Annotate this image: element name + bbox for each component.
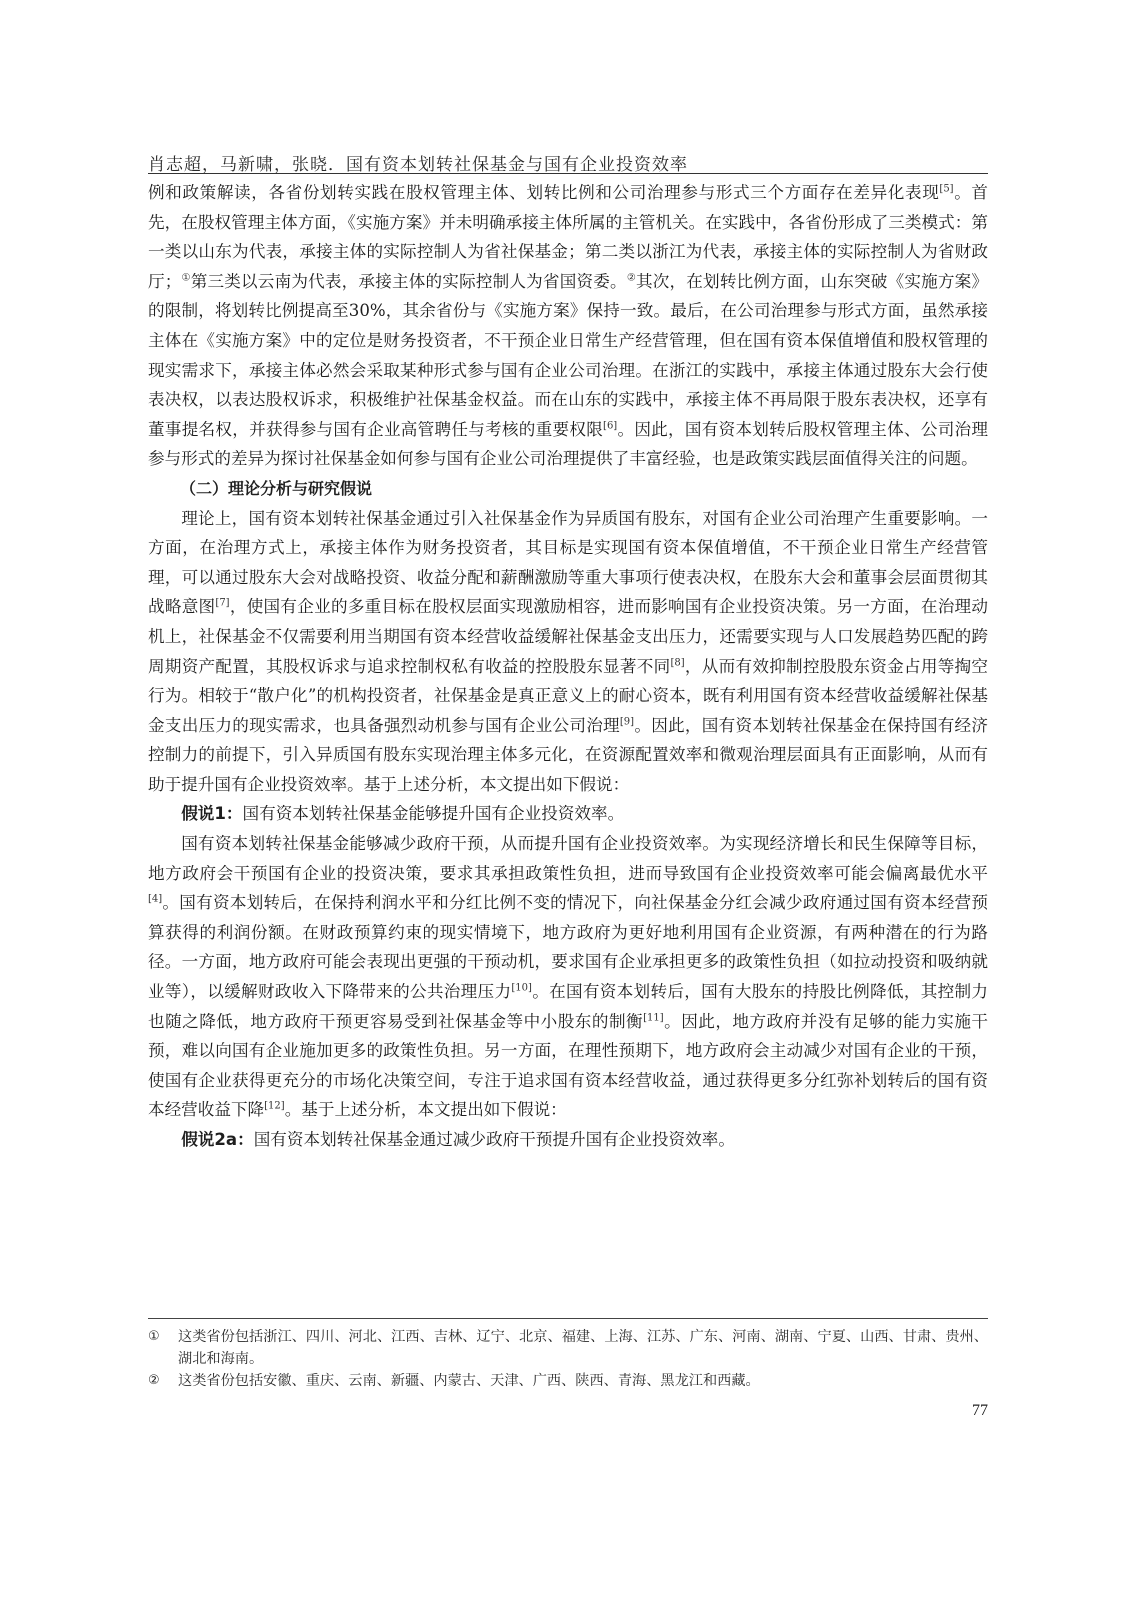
footnote-1-mark: ① — [148, 1329, 160, 1344]
p3-text-c: 。在国有资本划转后，国有大股东的持股比例降低，其控制力也随之降低，地方政府干预更容易受到社保基金等中小股东的制衡 — [148, 982, 989, 1031]
citation-8: [8] — [670, 656, 685, 668]
p3-text-a: 国有资本划转社保基金能够减少政府干预，从而提升国有企业投资效率。为实现经济增长和民生保障等目标，地方政府会干预国有企业的投资决策，要求其承担政策性负担，进而导致国有企业投资效率可能会偏离最优水平 — [148, 834, 988, 883]
footnote-rule — [148, 1318, 988, 1319]
footnote-ref-1: ① — [181, 272, 191, 284]
footnote-ref-2: ② — [626, 272, 636, 284]
hypothesis-1-label: 假说1： — [181, 804, 243, 824]
citation-12: [12] — [264, 1100, 285, 1112]
section-heading: （二）理论分析与研究假说 — [180, 478, 373, 498]
hypothesis-2a-text: 国有资本划转社保基金通过减少政府干预提升国有企业投资效率。 — [253, 1130, 735, 1149]
paragraph-2 — [148, 504, 988, 800]
p2-text-d: 。因此，国有资本划转社保基金在保持国有经济控制力的前提下，引入异质国有股东实现治理主体多元化，在资源配置效率和微观治理层面具有正面影响，从而有助于提升国有企业投资效率。基于上述分析，本文提出如下假说： — [148, 715, 989, 794]
footnote-2 — [148, 1370, 988, 1392]
hypothesis-2a-label: 假说2a： — [181, 1130, 254, 1149]
p3-text-b: 。国有资本划转后，在保持利润水平和分红比例不变的情况下，向社保基金分红会减少政府通过国有资本经营预算获得的利润份额。在财政预算约束的现实情境下，地方政府为更好地利用国有企业资源，有两种潜在的行为路径。一方面，地方政府可能会表现出更强的干预动机，要求国有企业承担更多的政策性负担（如拉动投资和吸纳就业等），以缓解财政收入下降带来的公共治理压力 — [148, 893, 988, 1002]
footnote-2-mark: ② — [148, 1373, 160, 1388]
citation-10: [10] — [511, 982, 532, 994]
footnotes — [148, 1326, 988, 1392]
header-rule — [148, 173, 988, 174]
p2-text-a: 理论上，国有资本划转社保基金通过引入社保基金作为异质国有股东，对国有企业公司治理产生重要影响。一方面，在治理方式上，承接主体作为财务投资者，其目标是实现国有资本保值增值，不干预企业日常生产经营管理，可以通过股东大会对战略投资、收益分配和薪酬激励等重大事项行使表决权，在股东大会和董事会层面贯彻其战略意图 — [148, 508, 988, 617]
hypothesis-2a — [148, 1125, 988, 1155]
footnote-1-text: 这类省份包括浙江、四川、河北、江西、吉林、辽宁、北京、福建、上海、江苏、广东、河南、湖南、宁夏、山西、甘肃、贵州、湖北和海南。 — [178, 1329, 988, 1367]
paragraph-1 — [148, 178, 988, 474]
p1-text-a: 例和政策解读，各省份划转实践在股权管理主体、划转比例和公司治理参与形式三个方面存在差异化表现 — [148, 183, 940, 202]
hypothesis-1-text: 国有资本划转社保基金能够提升国有企业投资效率。 — [242, 804, 625, 824]
p2-text-b: ，使国有企业的多重目标在股权层面实现激励相容，进而影响国有企业投资决策。另一方面，在治理动机上，社保基金不仅需要利用当期国有资本经营收益缓解社保基金支出压力，还需要实现与人口发展趋势匹配的跨周期资产配置，其股权诉求与追求控制权私有收益的控股股东显著不同 — [148, 597, 989, 676]
footnote-2-text: 这类省份包括安徽、重庆、云南、新疆、内蒙古、天津、广西、陕西、青海、黑龙江和西藏。 — [178, 1373, 760, 1389]
p2-text-c: ，从而有效抑制控股股东资金占用等掏空行为。相较于“散户化”的机构投资者，社保基金是真正意义上的耐心资本，既有利用国有资本经营收益缓解社保基金支出压力的现实需求，也具备强烈动机参与国有企业公司治理 — [148, 656, 989, 735]
running-header: 肖志超，马新啸，张晓．国有资本划转社保基金与国有企业投资效率 — [148, 155, 688, 175]
page-number: 77 — [972, 1402, 988, 1419]
footnote-1 — [148, 1326, 988, 1370]
citation-11: [11] — [643, 1012, 664, 1024]
citation-4: [4] — [148, 893, 163, 905]
paragraph-3 — [148, 829, 988, 1125]
citation-7: [7] — [215, 597, 230, 609]
p1-text-e: 。因此，国有资本划转后股权管理主体、公司治理参与形式的差异为探讨社保基金如何参与国有企业公司治理提供了丰富经验，也是政策实践层面值得关注的问题。 — [148, 419, 988, 469]
citation-6: [6] — [603, 420, 618, 432]
citation-5: [5] — [939, 183, 954, 195]
p1-text-d: 其次，在划转比例方面，山东突破《实施方案》的限制，将划转比例提高至30%，其余省份与《实施方案》保持一致。最后，在公司治理参与形式方面，虽然承接主体在《实施方案》中的定位是财务投资者，不干预企业日常生产经营管理，但在国有资本保值增值和股权管理的现实需求下，承接主体必然会采取某种形式参与国有企业公司治理。在浙江的实践中，承接主体通过股东大会行使表决权，以表达股权诉求，积极维护社保基金权益。而在山东的实践中，承接主体不再局限于股东表决权，还享有董事提名权，并获得参与国有企业高管聘任与考核的重要权限 — [148, 271, 989, 439]
main-text — [148, 178, 988, 1155]
p1-text-b: 。首先，在股权管理主体方面，《实施方案》并未明确承接主体所属的主管机关。在实践中，各省份形成了三类模式：第一类以山东为代表，承接主体的实际控制人为省社保基金；第二类以浙江为代表，承接主体的实际控制人为省财政厅； — [148, 183, 989, 291]
hypothesis-1 — [148, 799, 988, 829]
p3-text-d: 。因此，地方政府并没有足够的能力实施干预，难以向国有企业施加更多的政策性负担。另一方面，在理性预期下，地方政府会主动减少对国有企业的干预，使国有企业获得更充分的市场化决策空间，专注于追求国有资本经营收益，通过获得更多分红弥补划转后的国有资本经营收益下降 — [148, 1011, 989, 1120]
p1-text-c: 第三类以云南为代表，承接主体的实际控制人为省国资委。 — [190, 271, 627, 291]
citation-9: [9] — [619, 716, 635, 728]
p3-text-e: 。基于上述分析，本文提出如下假说： — [284, 1100, 567, 1120]
